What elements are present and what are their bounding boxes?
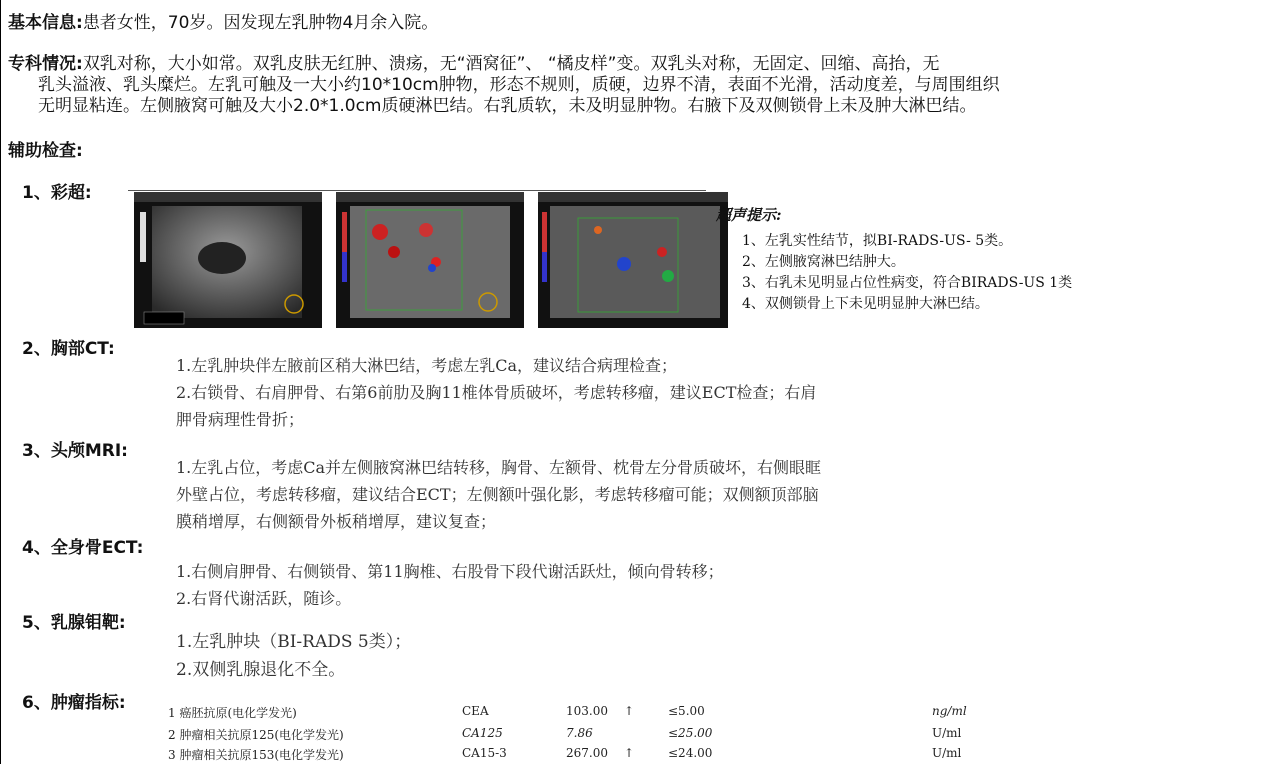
tumor-code: CEA bbox=[462, 704, 489, 718]
mammo-line-2: 2.双侧乳腺退化不全。 bbox=[176, 660, 346, 680]
ultrasound-summary-title: 超声提示: bbox=[716, 206, 782, 224]
ect-heading: 4、全身骨ECT: bbox=[22, 538, 144, 558]
ultrasound-line-3: 3、右乳未见明显占位性病变，符合BIRADS-US 1类 bbox=[742, 275, 1073, 291]
ct-line-1: 1.左乳肿块伴左腋前区稍大淋巴结，考虑左乳Ca，建议结合病理检查； bbox=[176, 356, 678, 375]
mammo-line-1: 1.左乳肿块（BI-RADS 5类）； bbox=[176, 632, 412, 652]
specialty-line2: 乳头溢液、乳头糜烂。左乳可触及一大小约10*10cm肿物，形态不规则，质硬，边界不清，表面不光滑，活动度差，与周围组织 bbox=[38, 75, 1000, 95]
specialty-info bbox=[8, 54, 1260, 117]
basic-info-label: 基本信息: bbox=[8, 13, 83, 33]
mammo-text bbox=[176, 628, 411, 684]
tumor-name: 3 肿瘤相关抗原153(电化学发光) bbox=[168, 748, 344, 762]
mammo-heading: 5、乳腺钼靶: bbox=[22, 613, 126, 633]
ultrasound-image-2 bbox=[336, 192, 524, 328]
mri-line-2: 外壁占位，考虑转移瘤，建议结合ECT；左侧额叶强化影，考虑转移瘤可能；双侧额顶部脑 bbox=[176, 485, 819, 504]
ct-line-2: 2.右锁骨、右肩胛骨、右第6前肋及胸11椎体骨质破坏，考虑转移瘤，建议ECT检查；右肩 bbox=[176, 383, 817, 402]
tumor-ref: ≤25.00 bbox=[668, 726, 713, 740]
mri-text bbox=[176, 454, 821, 535]
specialty-label: 专科情况: bbox=[8, 54, 83, 74]
tumor-flag: ↑ bbox=[624, 704, 635, 718]
ultrasound-heading: 1、彩超: bbox=[22, 183, 92, 203]
ultrasound-image-1 bbox=[134, 192, 322, 328]
tumor-flag: ↑ bbox=[624, 746, 635, 760]
tumor-value: 7.86 bbox=[566, 726, 593, 740]
divider bbox=[128, 190, 706, 191]
specialty-line1: 双乳对称，大小如常。双乳皮肤无红肿、溃疡，无“酒窝征”、 “橘皮样”变。双乳头对称，无固定、回缩、高抬，无 bbox=[82, 54, 940, 74]
ect-text bbox=[176, 558, 724, 612]
tumor-code: CA125 bbox=[462, 726, 503, 740]
ect-line-2: 2.右肾代谢活跃，随诊。 bbox=[176, 589, 352, 608]
ct-line-3: 胛骨病理性骨折； bbox=[176, 410, 305, 429]
mri-heading: 3、头颅MRI: bbox=[22, 441, 128, 461]
tumor-ref: ≤24.00 bbox=[668, 746, 713, 760]
ultrasound-line-1: 1、左乳实性结节，拟BI-RADS-US- 5类。 bbox=[742, 233, 1013, 249]
tumor-unit: ng/ml bbox=[932, 704, 967, 718]
ultrasound-line-4: 4、双侧锁骨上下未见明显肿大淋巴结。 bbox=[742, 296, 989, 312]
mri-line-1: 1.左乳占位，考虑Ca并左侧腋窝淋巴结转移，胸骨、左额骨、枕骨左分骨质破坏，右侧眼眶 bbox=[176, 458, 822, 477]
aux-heading: 辅助检查: bbox=[8, 141, 83, 161]
tumor-unit: U/ml bbox=[932, 726, 962, 740]
left-border bbox=[0, 0, 1, 764]
ct-text bbox=[176, 352, 816, 433]
tumor-code: CA15-3 bbox=[462, 746, 507, 760]
ultrasound-image-3 bbox=[538, 192, 728, 328]
tumor-heading: 6、肿瘤指标: bbox=[22, 693, 126, 713]
ultrasound-line-2: 2、左侧腋窝淋巴结肿大。 bbox=[742, 254, 905, 270]
tumor-name: 1 癌胚抗原(电化学发光) bbox=[168, 706, 297, 720]
ct-heading: 2、胸部CT: bbox=[22, 339, 115, 359]
specialty-line3: 无明显粘连。左侧腋窝可触及大小2.0*1.0cm质硬淋巴结。右乳质软，未及明显肿物。右腋下及双侧锁骨上未及肿大淋巴结。 bbox=[38, 96, 977, 116]
basic-info bbox=[8, 12, 438, 34]
tumor-value: 103.00 bbox=[566, 704, 608, 718]
tumor-name: 2 肿瘤相关抗原125(电化学发光) bbox=[168, 728, 344, 742]
mri-line-3: 膜稍增厚，右侧额骨外板稍增厚，建议复查； bbox=[176, 512, 497, 531]
tumor-unit: U/ml bbox=[932, 746, 962, 760]
ect-line-1: 1.右侧肩胛骨、右侧锁骨、第11胸椎、右股骨下段代谢活跃灶，倾向骨转移； bbox=[176, 562, 724, 581]
tumor-ref: ≤5.00 bbox=[668, 704, 705, 718]
tumor-value: 267.00 bbox=[566, 746, 608, 760]
basic-info-text: 患者女性，70岁。因发现左乳肿物4月余入院。 bbox=[82, 13, 439, 33]
